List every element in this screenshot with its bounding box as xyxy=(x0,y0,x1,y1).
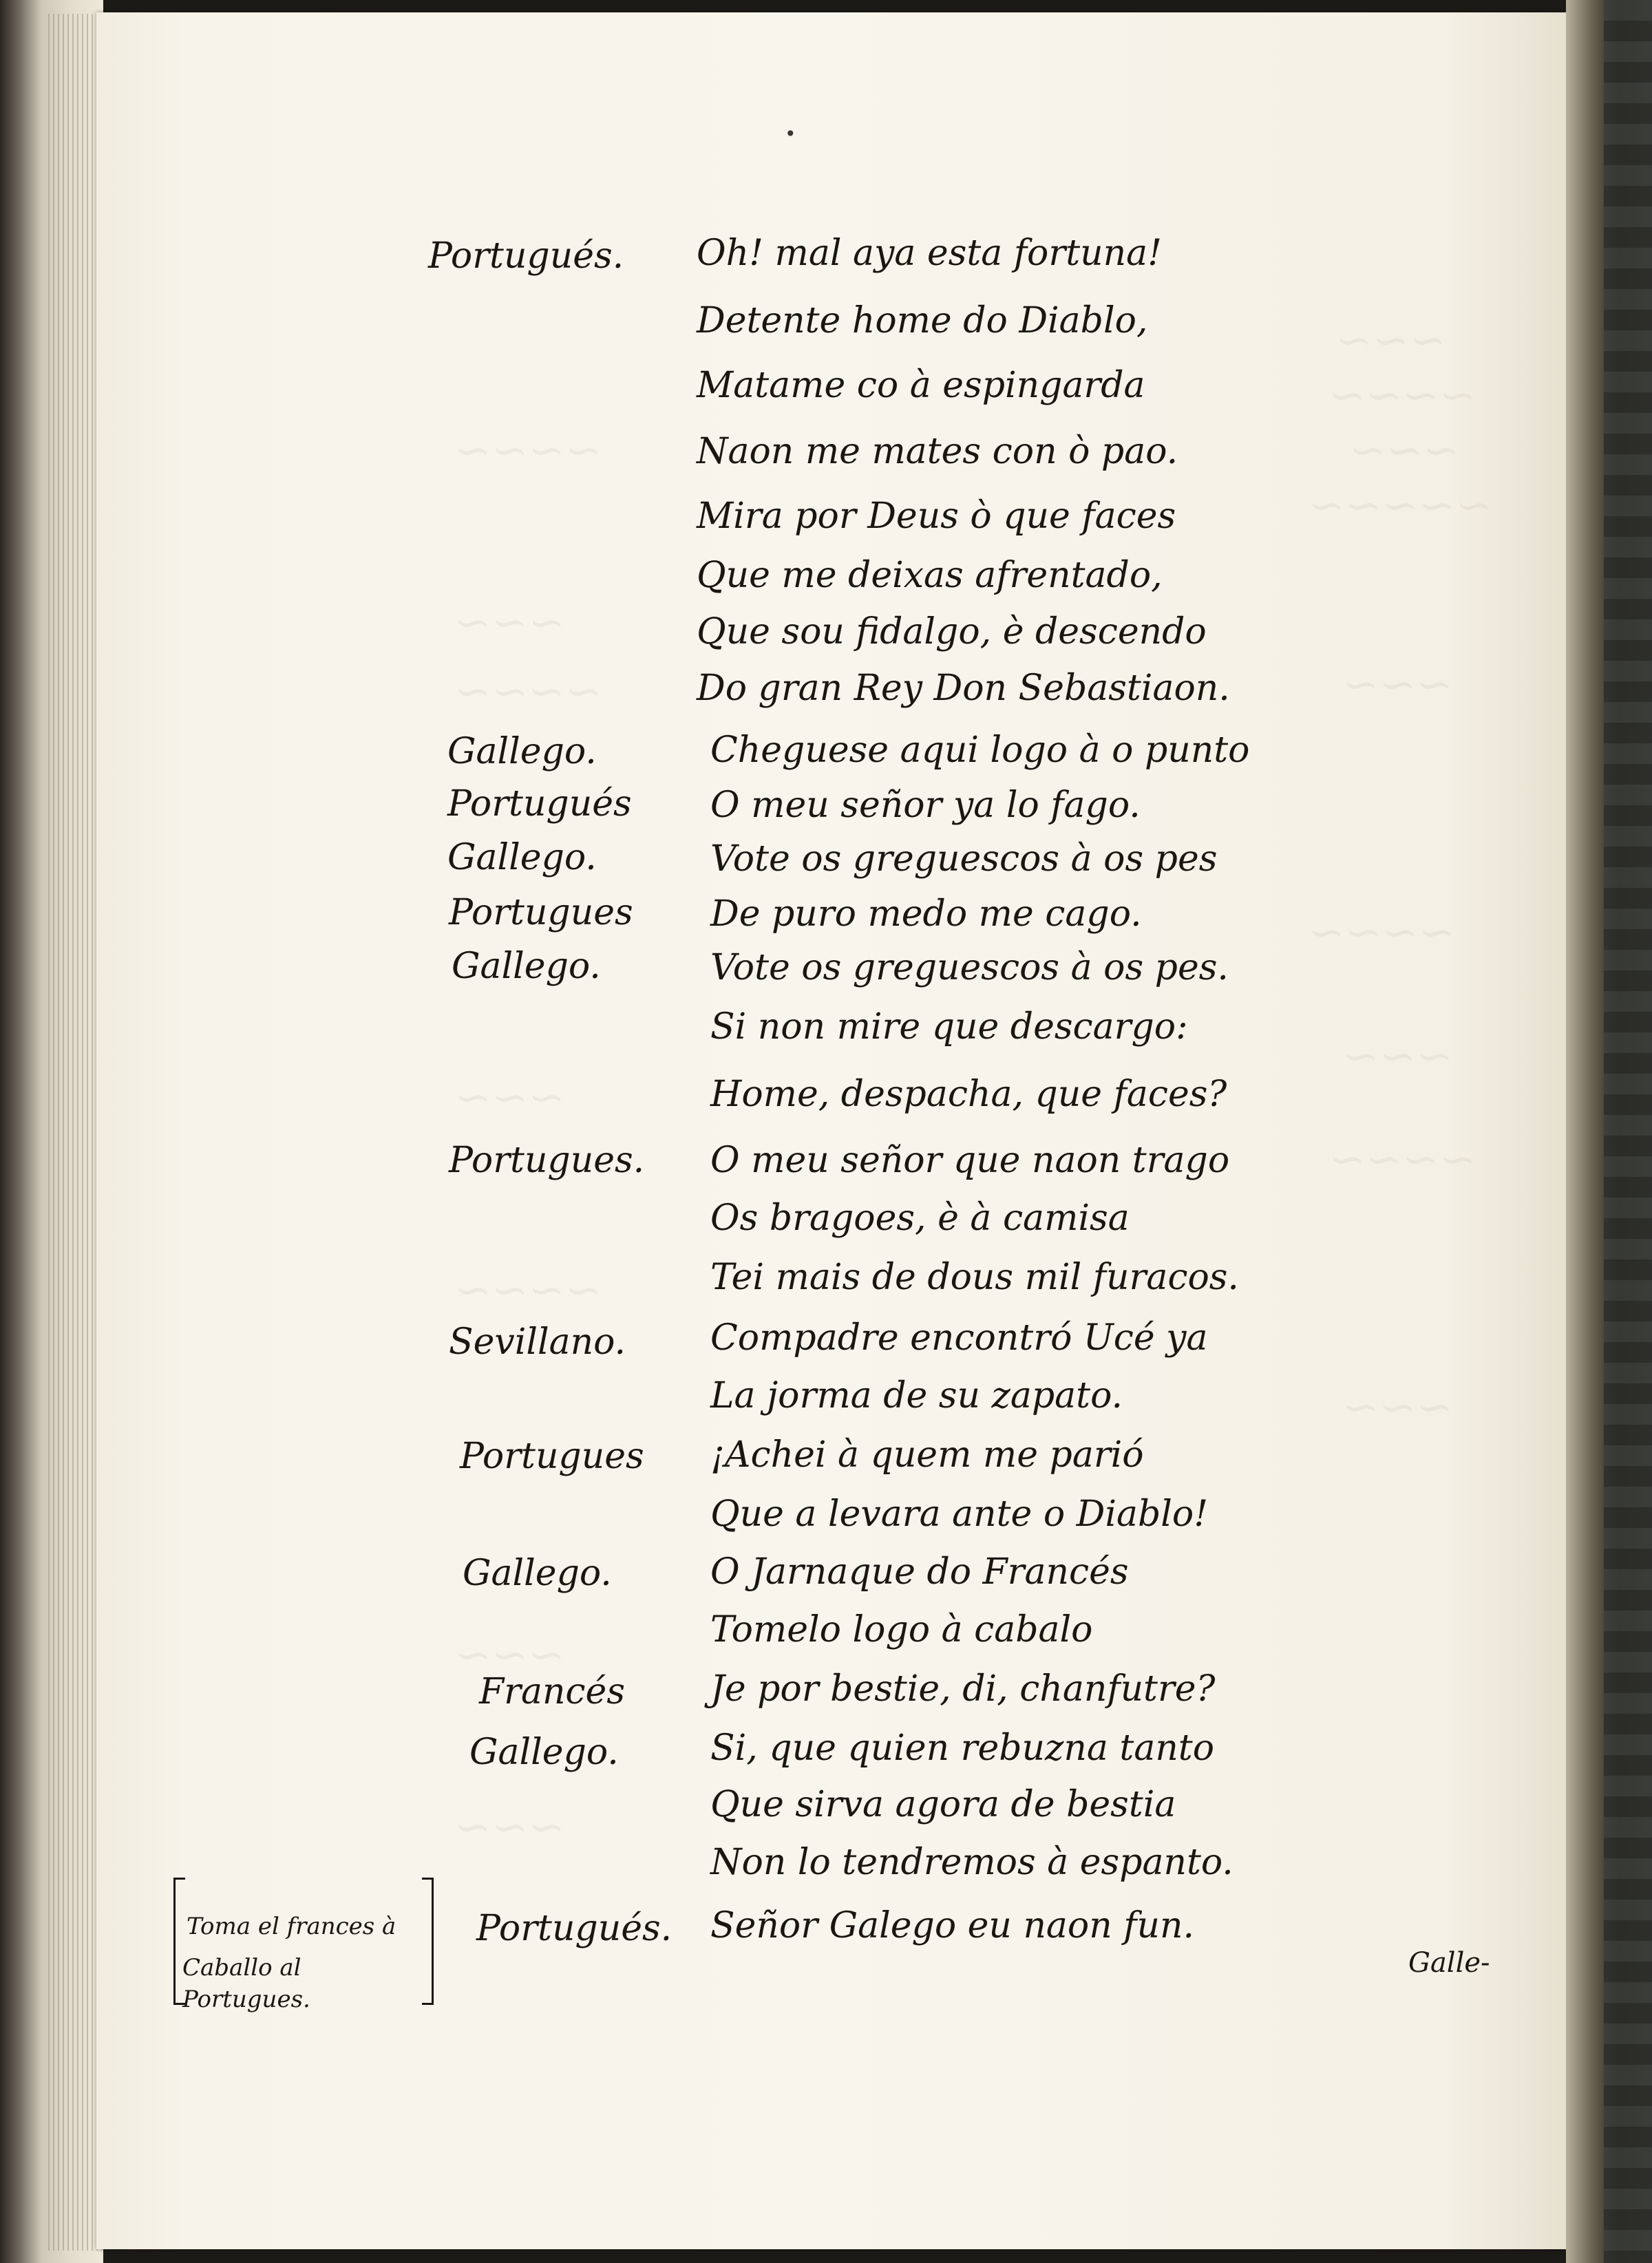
verse-line: O meu señor ya lo fago. xyxy=(710,785,1141,826)
manuscript-page xyxy=(96,12,1566,2249)
verse-line: Mira por Deus ò que faces xyxy=(697,496,1176,537)
binding-edge xyxy=(1604,0,1652,2263)
verse-line: Non lo tendremos à espanto. xyxy=(710,1842,1233,1883)
verse-line: Matame co à espingarda xyxy=(697,365,1145,406)
verse-line: Tei mais de dous mil furacos. xyxy=(710,1257,1239,1298)
verse-line: La jorma de su zapato. xyxy=(710,1375,1123,1416)
verse-line: Vote os greguescos à os pes. xyxy=(710,947,1229,988)
verse-line: Os bragoes, è à camisa xyxy=(710,1198,1130,1239)
catchword: Galle- xyxy=(1408,1947,1490,1979)
top-mark: • xyxy=(785,123,796,145)
speaker-name: Gallego. xyxy=(447,837,597,878)
bleed-through: ~~~ ~~~~ ~~~ ~~~~~ ~~~ ~~~~ ~~~ ~~~~ ~~~ ~~~~ ~~~ ~~~~ ~~~ ~~~~ ~~~ ~~~ xyxy=(454,315,1493,1853)
verse-line: Do gran Rey Don Sebastiaon. xyxy=(697,668,1230,709)
speaker-name: Portugués. xyxy=(428,235,624,277)
speaker-name: Portugués. xyxy=(476,1908,673,1949)
speaker-name: Francés xyxy=(479,1671,626,1712)
speaker-name: Portugués xyxy=(447,783,632,825)
verse-line: Home, despacha, que faces? xyxy=(710,1074,1227,1115)
verse-line: ¡Achei à quem me parió xyxy=(710,1434,1144,1476)
speaker-name: Sevillano. xyxy=(449,1321,626,1363)
speaker-name: Portugues. xyxy=(449,1140,645,1181)
verse-line: O meu señor que naon trago xyxy=(710,1140,1230,1181)
speaker-name: Gallego. xyxy=(463,1553,612,1594)
verse-line: Cheguese aqui logo à o punto xyxy=(710,730,1250,771)
verse-line: Que me deixas afrentado, xyxy=(697,555,1163,596)
verse-line: Si, que quien rebuzna tanto xyxy=(710,1728,1215,1769)
stage-direction xyxy=(173,1878,434,2013)
verse-line: Que a levara ante o Diablo! xyxy=(710,1494,1209,1535)
speaker-name: Gallego. xyxy=(447,731,597,772)
verse-line: Si non mire que descargo: xyxy=(710,1006,1188,1048)
verse-line: De puro medo me cago. xyxy=(710,893,1142,935)
verse-line: Vote os greguescos à os pes xyxy=(710,838,1218,880)
speaker-name: Portugues xyxy=(449,892,633,933)
stage-direction-line: Toma el frances à xyxy=(187,1913,396,1940)
speaker-name: Gallego. xyxy=(469,1732,619,1773)
verse-line: Je por bestie, di, chanfutre? xyxy=(710,1668,1216,1710)
verse-line: Naon me mates con ò pao. xyxy=(697,431,1178,472)
verse-line: Que sou fidalgo, è descendo xyxy=(697,611,1207,652)
verse-line: Que sirva agora de bestia xyxy=(710,1784,1176,1825)
verse-line: Detente home do Diablo, xyxy=(697,300,1148,341)
verse-line: Señor Galego eu naon fun. xyxy=(710,1905,1195,1946)
verse-line: Compadre encontró Ucé ya xyxy=(710,1317,1208,1359)
verse-line: O Jarnaque do Francés xyxy=(710,1551,1129,1593)
verse-line: Tomelo logo à cabalo xyxy=(710,1609,1093,1650)
verse-line: Oh! mal aya esta fortuna! xyxy=(697,233,1162,274)
page-stack xyxy=(48,14,103,2251)
speaker-name: Gallego. xyxy=(452,946,601,987)
speaker-name: Portugues xyxy=(460,1436,644,1477)
stage-direction-line: Caballo al Portugues. xyxy=(182,1954,310,2013)
